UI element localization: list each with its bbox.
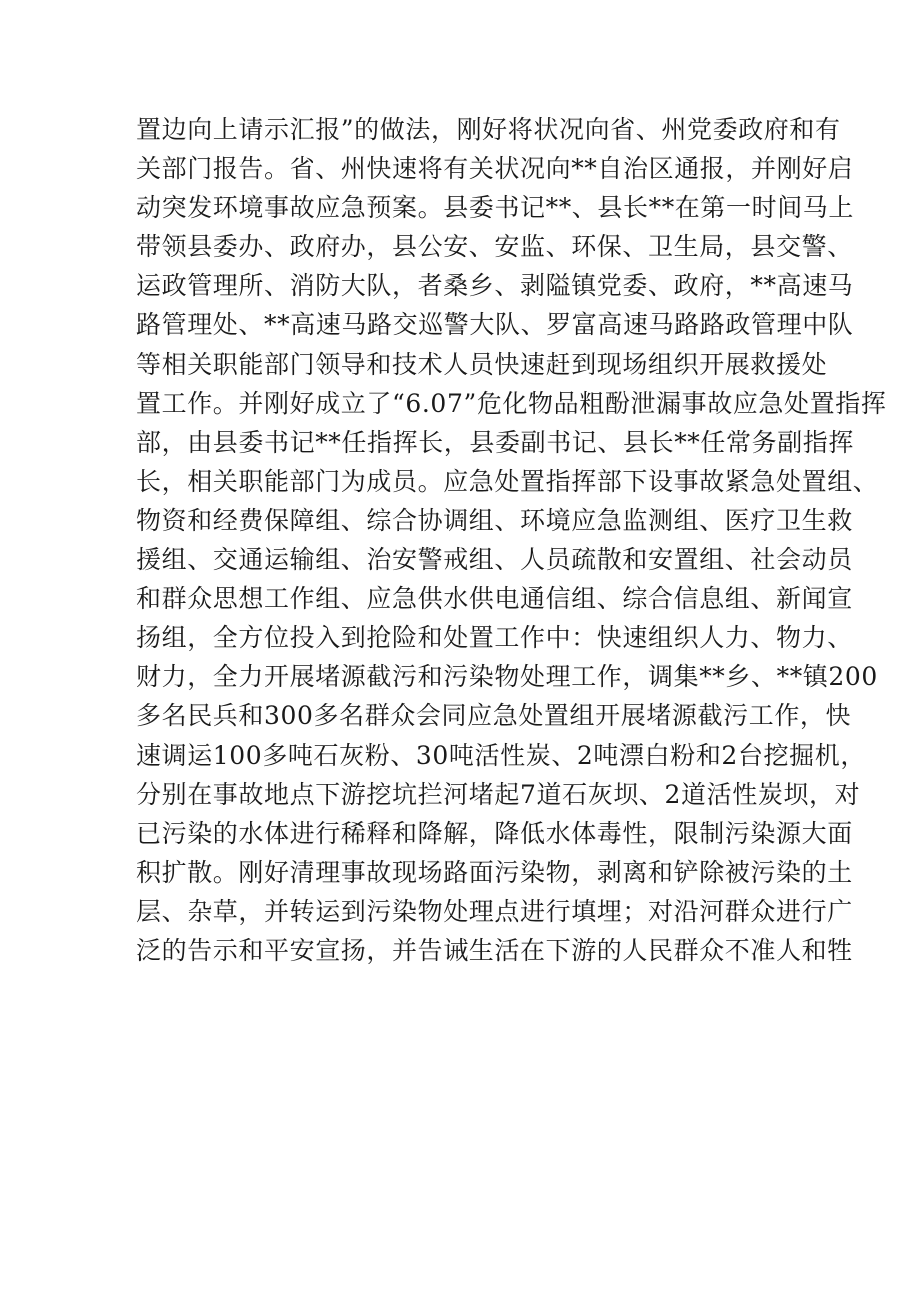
text-line: 部，由县委书记**任指挥长，县委副书记、县长**任常务副指挥: [136, 427, 855, 457]
text-line: 援组、交通运输组、治安警戒组、人员疏散和安置组、社会动员: [136, 545, 853, 575]
text-line: 积扩散。刚好清理事故现场路面污染物，剥离和铲除被污染的土: [136, 857, 853, 887]
text-line: 关部门报告。省、州快速将有关状况向**自治区通报，并刚好启: [136, 154, 854, 184]
text-line: 带领县委办、政府办，县公安、安监、环保、卫生局，县交警、: [136, 232, 853, 262]
text-line: 分别在事故地点下游挖坑拦河堵起7道石灰坝、2道活性炭坝，对: [136, 779, 861, 809]
text-line: 泛的告示和平安宣扬，并告诫生活在下游的人民群众不准人和牲: [136, 935, 853, 965]
text-line: 财力，全力开展堵源截污和污染物处理工作，调集**乡、**镇200: [136, 662, 878, 692]
text-line: 置工作。并刚好成立了“6.07”危化物品粗酚泄漏事故应急处置指挥: [136, 388, 887, 418]
text-line: 路管理处、**高速马路交巡警大队、罗富高速马路路政管理中队: [136, 310, 854, 340]
text-line: 已污染的水体进行稀释和降解，降低水体毒性，限制污染源大面: [136, 818, 853, 848]
text-line: 层、杂草，并转运到污染物处理点进行填埋；对沿河群众进行广: [136, 896, 853, 926]
text-line: 运政管理所、消防大队，者桑乡、剥隘镇党委、政府，**高速马: [136, 271, 854, 301]
text-line: 等相关职能部门领导和技术人员快速赶到现场组织开展救援处: [136, 349, 828, 379]
text-line: 置边向上请示汇报”的做法，刚好将状况向省、州党委政府和有: [136, 115, 841, 144]
text-line: 速调运100多吨石灰粉、30吨活性炭、2吨漂白粉和2台挖掘机，: [136, 740, 866, 770]
text-line: 动突发环境事故应急预案。县委书记**、县长**在第一时间马上: [136, 193, 855, 223]
text-line: 多名民兵和300多名群众会同应急处置组开展堵源截污工作，快: [136, 701, 852, 731]
text-line: 长，相关职能部门为成员。应急处置指挥部下设事故紧急处置组、: [136, 466, 879, 496]
body-text: [136, 110, 887, 970]
text-line: 扬组，全方位投入到抢险和处置工作中：快速组织人力、物力、: [136, 623, 853, 653]
text-line: 和群众思想工作组、应急供水供电通信组、综合信息组、新闻宣: [136, 584, 853, 614]
text-line: 物资和经费保障组、综合协调组、环境应急监测组、医疗卫生救: [136, 505, 853, 535]
